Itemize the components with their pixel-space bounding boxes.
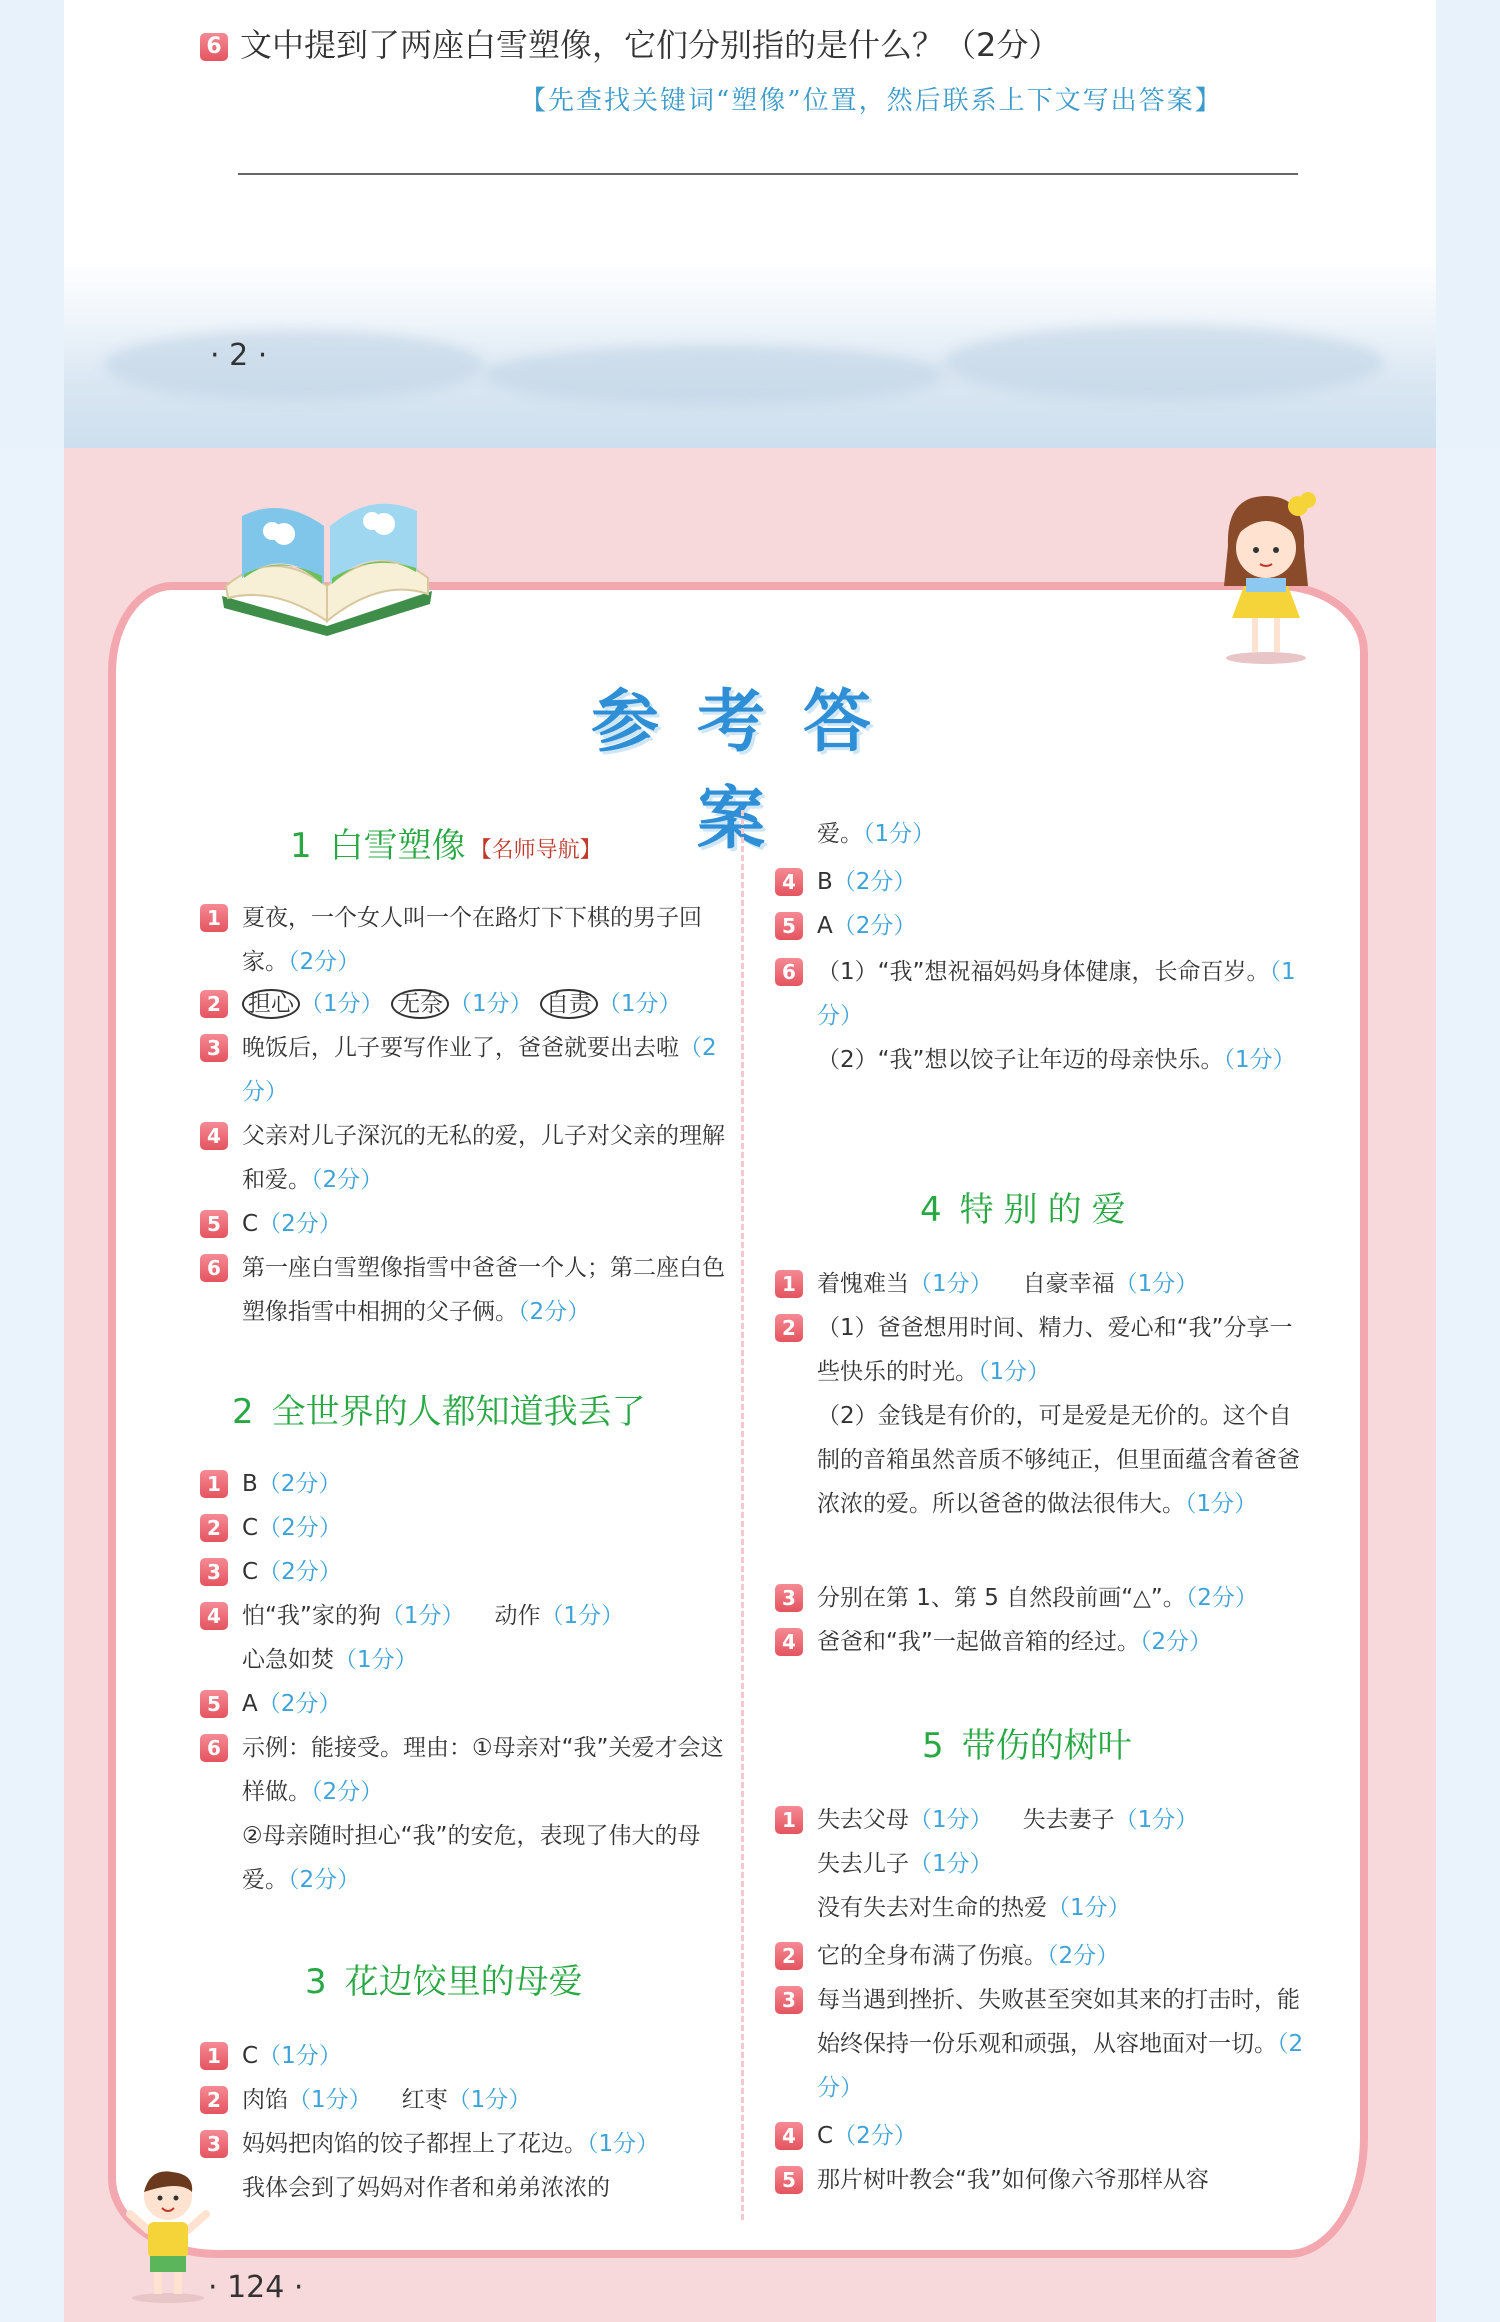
answer-item: 4 C（2分） [775, 2114, 1305, 2158]
question-number-badge: 2 [200, 2086, 228, 2114]
answer-item: 2 担心 （1分） 无奈 （1分） 自责 （1分） [200, 982, 730, 1026]
answer-item: 3 晚饭后，儿子要写作业了，爸爸就要出去啦（2分） [200, 1026, 730, 1114]
column-divider [741, 810, 744, 2220]
question-number-badge: 1 [200, 1470, 228, 1498]
question-number-badge: 5 [200, 1210, 228, 1238]
answer-item: 5 A（2分） [200, 1682, 730, 1726]
cloud-decoration [484, 345, 944, 405]
question-number-badge: 3 [200, 1558, 228, 1586]
question-number-badge: 2 [200, 990, 228, 1018]
answer-item: 5 A（2分） [775, 904, 1305, 948]
answer-item: 1 着愧难当（1分） 自豪幸福（1分） [775, 1262, 1305, 1306]
cloud-decoration [944, 325, 1384, 400]
question-number-badge: 3 [200, 2130, 228, 2158]
cloud-decoration [104, 330, 484, 400]
answer-item: 4 爸爸和“我”一起做音箱的经过。（2分） [775, 1620, 1305, 1664]
question-number-badge: 5 [775, 2166, 803, 2194]
question-number-badge: 6 [200, 1734, 228, 1762]
section-heading-5: 5 带伤的树叶 [922, 1726, 1132, 1766]
answer-item: 1 B（2分） [200, 1462, 730, 1506]
page-number: · 2 · [210, 338, 268, 373]
section-heading-2: 2 全世界的人都知道我丢了 [232, 1392, 646, 1432]
girl-illustration [1208, 486, 1324, 666]
answer-item: 5 C（2分） [200, 1202, 730, 1246]
question-number-badge: 2 [775, 1942, 803, 1970]
question-number-badge: 6 [200, 33, 228, 61]
score: （2分） [288, 949, 361, 975]
question-number-badge: 5 [775, 912, 803, 940]
teacher-guide-tag: 【名师导航】 [469, 838, 602, 863]
question-number-badge: 3 [200, 1034, 228, 1062]
open-book-illustration [212, 486, 442, 636]
answer-item: 4 怕“我”家的狗（1分） 动作（1分） 心急如焚（1分） [200, 1594, 730, 1682]
question-number-badge: 1 [200, 2042, 228, 2070]
answer-item: 2 肉馅（1分） 红枣（1分） [200, 2078, 730, 2122]
question-number-badge: 3 [775, 1986, 803, 2014]
question-number-badge: 5 [200, 1690, 228, 1718]
answer-item: 6 （1）“我”想祝福妈妈身体健康，长命百岁。（1分） （2）“我”想以饺子让年迈的母亲快乐。（1分） [775, 950, 1305, 1082]
question-number-badge: 1 [200, 904, 228, 932]
question-number-badge: 4 [200, 1122, 228, 1150]
question-number-badge: 4 [775, 2122, 803, 2150]
answer-item: 6 第一座白雪塑像指雪中爸爸一个人；第二座白色塑像指雪中相拥的父子俩。（2分） [200, 1246, 730, 1334]
question-number-badge: 6 [200, 1254, 228, 1282]
answer-item: 3 妈妈把肉馅的饺子都捏上了花边。（1分） 我体会到了妈妈对作者和弟弟浓浓的 [200, 2122, 730, 2210]
answer-item: 5 那片树叶教会“我”如何像六爷那样从容 [775, 2158, 1305, 2202]
answer-item: 3 分别在第 1、第 5 自然段前画“△”。（2分） [775, 1576, 1305, 1620]
question-6 [200, 20, 1060, 66]
question-number-badge: 2 [200, 1514, 228, 1542]
answer-writing-line[interactable] [238, 173, 1298, 175]
answer-item: 3 每当遇到挫折、失败甚至突如其来的打击时，能始终保持一份乐观和顽强，从容地面对一切。（2分） [775, 1978, 1305, 2110]
previous-page-paper [64, 0, 1436, 448]
question-number-badge: 4 [775, 868, 803, 896]
answer-item: 1 C（1分） [200, 2034, 730, 2078]
answer-item: 1 夏夜，一个女人叫一个在路灯下下棋的男子回家。（2分） [200, 896, 730, 984]
question-hint: 【先查找关键词“塑像”位置，然后联系上下文写出答案】 [520, 86, 1223, 116]
question-number-badge: 1 [775, 1806, 803, 1834]
answer-item: 3 C（2分） [200, 1550, 730, 1594]
question-number-badge: 4 [775, 1628, 803, 1656]
question-number-badge: 4 [200, 1602, 228, 1630]
section-heading-3: 3 花边饺里的母爱 [305, 1962, 583, 2002]
answer-item: 2 C（2分） [200, 1506, 730, 1550]
section-heading-1: 1 白雪塑像 【名师导航】 [290, 826, 602, 866]
question-number-badge: 2 [775, 1314, 803, 1342]
answer-item: 4 B（2分） [775, 860, 1305, 904]
answer-item: 2 （1）爸爸想用时间、精力、爱心和“我”分享一些快乐的时光。（1分） （2）金钱是有价的，可是爱是无价的。这个自制的音箱虽然音质不够纯正，但里面蕴含着爸爸浓浓的爱。所以爸爸的做法很伟大。（1分） [775, 1306, 1305, 1526]
question-text: 文中提到了两座白雪塑像，它们分别指的是什么？（2分） [240, 26, 1061, 64]
question-number-badge: 3 [775, 1584, 803, 1612]
section-heading-4: 4 特别的爱 [920, 1190, 1136, 1230]
page-title: 参考答案 [590, 683, 909, 859]
question-number-badge: 1 [775, 1270, 803, 1298]
answer-item-continuation: 爱。（1分） [817, 821, 936, 847]
answer-item: 4 父亲对儿子深沉的无私的爱，儿子对父亲的理解和爱。（2分） [200, 1114, 730, 1202]
answer-item: 6 示例：能接受。理由：①母亲对“我”关爱才会这样做。（2分） ②母亲随时担心“我”的安危，表现了伟大的母爱。（2分） [200, 1726, 730, 1902]
answer-item: 2 它的全身布满了伤痕。（2分） [775, 1934, 1305, 1978]
page-number: · 124 · [208, 2270, 304, 2305]
question-number-badge: 6 [775, 958, 803, 986]
answer-item: 1 失去父母（1分） 失去妻子（1分） 失去儿子（1分） 没有失去对生命的热爱（1分） [775, 1798, 1305, 1930]
